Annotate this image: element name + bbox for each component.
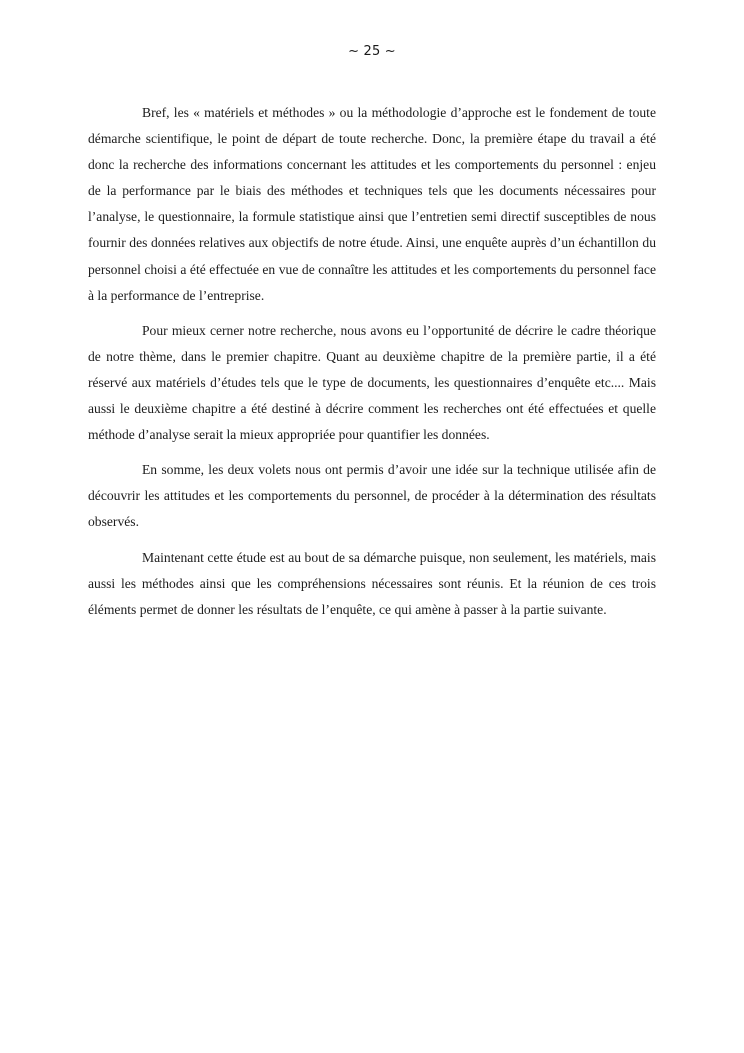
body-text [88,100,656,632]
paragraph-1: Bref, les « matériels et méthodes » ou la méthodologie d’approche est le fondement de toute démarche scientifique, le point de départ de toute recherche. Donc, la première étape du travail a été donc la recherche des informations concernant les attitudes et les comportements du personnel : enjeu de la performance par le biais des méthodes et techniques tels que les documents nécessaires pour l’analyse, le questionnaire, la formule statistique ainsi que l’entretien semi directif susceptibles de nous fournir des données relatives aux objectifs de notre étude. Ainsi, une enquête auprès d’un échantillon du personnel choisi a été effectuée en vue de connaître les attitudes et les comportements du personnel face à la performance de l’entreprise. [88,105,656,303]
paragraph-3: En somme, les deux volets nous ont permis d’avoir une idée sur la technique utilisée afin de découvrir les attitudes et les comportements du personnel, de procéder à la détermination des résultats observés. [88,462,656,530]
page-number: ~ 25 ~ [348,44,396,59]
paragraph-2: Pour mieux cerner notre recherche, nous avons eu l’opportunité de décrire le cadre théorique de notre thème, dans le premier chapitre. Quant au deuxième chapitre de la première partie, il a été réservé aux matériels d’études tels que le type de documents, les questionnaires d’enquête etc.... Mais aussi le deuxième chapitre a été destiné à décrire comment les recherches ont été effectuées et quelle méthode d’analyse serait la mieux appropriée pour quantifier les données. [88,322,656,443]
paragraph-4: Maintenant cette étude est au bout de sa démarche puisque, non seulement, les matériels, mais aussi les méthodes ainsi que les compréhensions nécessaires sont réunis. Et la réunion de ces trois éléments permet de donner les résultats de l’enquête, ce qui amène à passer à la partie suivante. [88,549,656,617]
